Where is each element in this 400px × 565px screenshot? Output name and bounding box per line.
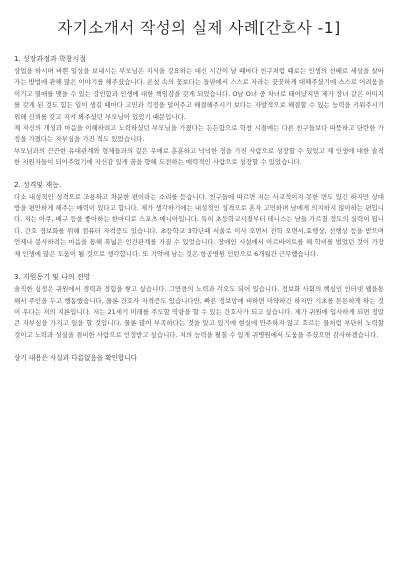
section-motivation <box>14 272 384 341</box>
section-heading: 2. 성격및 재능. <box>14 180 62 189</box>
document-title: 자기소개서 작성의 실제 사례[간호사 -1] <box>57 19 341 37</box>
section-growth <box>14 54 384 169</box>
closing-statement: 상기 내용은 사실과 다름없음을 확인합니다 <box>14 354 138 363</box>
section-personality <box>14 180 384 260</box>
paragraph: 솔직한 심정은 귀원에서 경력과 경험을 쌓고 싶습니다. 그만큼의 노력과 각오도 되어 있습니다. 정보화 사회의 핵심인 인터넷 웹을통해서 주인을 두고 행동했습니다. 물론 간호사 자격증도 있습니다만, 빠른 정보망에 비하면 미약하긴 하지만 기초를 튼튼하게 하는 것이 우다는 저의 지론입니다. 저는 21세기 미래를 주도할 역량을 할 수 있는 간호사가 되고 싶습니다. 제가 귀원에 입사하게 되면 정말 큰 자부심을 가지고 일을 할 것입니다. 물론 많이 부족하다는 것을 알고 있기에 현실에 안주하지 않고 흐르는 물처럼 부단히 노력할 것이고 노력과 성실을 겸비한 사람으로 인정받고 싶습니다. 저의 능력을 펼칠 수 있게 귀병원에서 도움을 주셨으면 감사하겠습니다. <box>14 285 384 339</box>
paragraph: 제 자신의 개성과 마음을 이해하려고 노력하셨던 부모님을 가졌다는 든든함으로 학창 시절에는 다른 친구들보다 따뜻하고 단란한 가정을 가졌다는 자부심을 가진 적도 있었습니다. <box>14 124 384 144</box>
paragraph: 다소 내성적인 성격으로 조용하고 차분한 편이라는 소리를 듣습니다. 친구들에 따르면 저는 사교적이지 못한 면도 있긴 하지만 상대방을 편안하게 해주는 매력이 있다고 합니다. 제가 생각하기에는 내성적인 성격으로 혼자 고민하며 남에게 의지하지 않아하는 편입니다. 저는 아쿠, 배구 등을 좋아하는 한마디로 스포츠 매니아입니다. 특히 초등학교시절부터 테니스는 남들 가르칠 정도의 실력이 됩니다. 간호 정보화를 위해 컴퓨터 자격증도 있습니다. 초등학교 3학년때 서울로 이사 오면서 전학 오면서,효행상, 선행상 등을 받으며 언제나 봉사하려는 마음을 통해 폭넓은 인간관계를 가질 수 있었습니다. 장애인 시설에서 아르바이트를 해 학비를 벌었던 것이 가장 제 인생에 많은 도움이 될 것으로 생각합니다. 또 기억에 남는 것은 항공병원 인턴으로 6개월간 근무했습니다. <box>14 192 384 258</box>
section-heading: 3. 지원동기 및 나의 전망 <box>14 273 91 282</box>
paragraph: 부모님과의 끈끈한 유대관계와 형제들과의 깊은 우애로 훈훈하고 넉넉한 정을 가진 사람으로 성장할 수 있었고 제 인생에 대한 솔직한 지원자들이 되어주었기에 자신감 있게 꿈을 향해 도전하는 매력적인 사람으로 성장할 수 있었습니다. <box>14 146 384 167</box>
paragraph: 상업을 하시며 바쁜 일상을 보내시는 부모님은 지식을 강요하는 대신 시간이 날 때마다 친구처럼 때로는 인생의 선배로 세상을 살아가는 방법에 관해 많은 이야기를 해주셨습니다. 온실 속의 꽃보다는 들판에서 스스로 자라는 꿋꿋하게 대해주셨기에 스스로 어려움을 이기고 열매를 맺을 수 있는 강인함과 인생에 대한 책임감을 갖게 되었습니다. O남 O녀 중 차녀로 태어났지만 제가 장녀 같은 이미지를 갖게 된 것도 힘든 일이 생길 때마다 고민과 걱정을 덜어주고 해결해주시기 보다는 자발적으로 해결할 수 있는 능력을 키워주시기 위해 신뢰를 갖고 지켜 봐주셨던 부모님이 있었기 때문입니다. <box>14 67 384 121</box>
section-heading: 1. 성장과정과 학창시절 <box>14 55 86 63</box>
